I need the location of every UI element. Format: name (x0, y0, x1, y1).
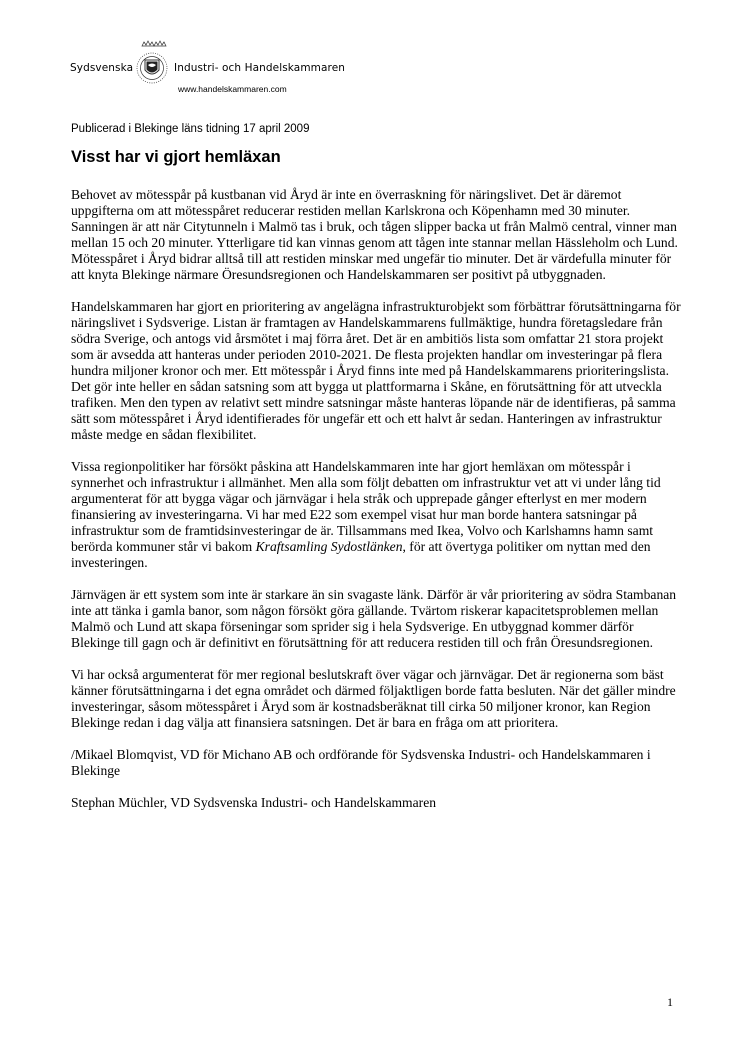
signature-line: Stephan Müchler, VD Sydsvenska Industri- och Handelskammaren (71, 795, 437, 810)
paragraph: Vi har också argumenterat för mer regional beslutskraft över vägar och järnvägar. Det är regionerna som bäst känner förutsättningarna i det egna området och därmed följaktligen borde fatta besluten. När det gäller mindre investeringar, såsom mötesspåret i Åryd som är kostnadsberäknat till cirka 50 miljoner kronor, kan Region Blekinge redan i dag välja att finansiera satsningen. Det är bara en fråga om att prioritera. (71, 667, 676, 730)
paragraph: Järnvägen är ett system som inte är starkare än sin svagaste länk. Därför är vår prioritering av södra Stambanan inte att tänka i gamla banor, som någon försökt göra gällande. Tvärtom riskerar kapacitetsproblemen mellan Malmö och Lund att skapa förseningar som sprider sig i hela Sydsverige. En utbyggnad kommer därför Blekinge till gagn och är definitivt en förutsättning för att reducera restiden till och från Öresundsregionen. (71, 587, 677, 650)
campaign-name: Kraftsamling Sydostlänken (255, 539, 403, 554)
chamber-seal-icon (133, 40, 171, 88)
letterhead (70, 40, 360, 100)
website-url: www.handelskammaren.com (178, 84, 287, 94)
article-body (71, 187, 683, 827)
paragraph (71, 459, 683, 571)
signature-line: /Mikael Blomqvist, VD för Michano AB och ordförande för Sydsvenska Industri- och Handelskammaren i Blekinge (71, 747, 651, 778)
paragraph-text: , för att övertyga politiker om nyttan med den investeringen. (71, 539, 651, 570)
page-number: 1 (667, 995, 673, 1009)
paragraph-text: Vissa regionpolitiker har försökt påskina att Handelskammaren inte har gjort hemläxan om mötesspår i synnerhet och infrastruktur i allmänhet. Men alla som följt debatten om infrastruktur vet att vi under lång tid argumenterat för att bygga vägar och järnvägar i hela stråk och upprepade gånger efterlyst en mer modern finansiering av investeringarna. Vi har med E22 som exempel visat hur man borde hantera satsningar på infrastruktur som de framtidsinvesteringar de är. Tillsammans med Ikea, Volvo och Karlshamns hamn samt berörda kommuner står vi bakom (71, 459, 661, 554)
publication-line: Publicerad i Blekinge läns tidning 17 april 2009 (71, 123, 310, 135)
paragraph: Behovet av mötesspår på kustbanan vid Åryd är inte en överraskning för näringslivet. Det är däremot uppgifterna om att mötesspåret reducerar restiden mellan Karlskrona och Köpenhamn med 30 minuter. Sanningen är att när Citytunneln i Malmö tas i bruk, och tågen slipper backa ut från Malmö central, vinner man mellan 15 och 20 minuter. Ytterligare tid kan vinnas genom att tågen inte stannar mellan Hässleholm och Lund. Mötesspåret i Åryd bidrar alltså till att restiden minskar med ungefär tio minuter. Det är värdefulla minuter för att knyta Blekinge närmare Öresundsregionen och Handelskammaren ser positivt på utbyggnaden. (71, 187, 678, 282)
paragraph: Handelskammaren har gjort en prioritering av angelägna infrastrukturobjekt som förbättrar förutsättningarna för näringslivet i Sydsverige. Listan är framtagen av Handelskammarens fullmäktige, hundra företagsledare från södra Sverige, och antogs vid årsmötet i maj förra året. Det är en ambitiös lista som omfattar 21 stora projekt som är avsedda att hanteras under perioden 2010-2021. De flesta projekten handlar om investeringar på flera hundra miljoner kronor och mer. Ett mötesspår i Åryd finns inte med på Handelskammarens prioriteringslista. Det gör inte heller en sådan satsning som att bygga ut plattformarna i Skåne, en förutsättning för att utveckla trafiken. Men den typen av relativt sett mindre satsningar måste hanteras löpande när de identifieras, på samma sätt som mötesspåret i Åryd identifierades för ungefär ett och ett halvt år sedan. Hanteringen av infrastruktur måste medge en sådan flexibilitet. (71, 299, 681, 442)
org-name-right: Industri- och Handelskammaren (174, 62, 346, 74)
page-title: Visst har vi gjort hemläxan (71, 148, 281, 166)
org-name-left: Sydsvenska (70, 62, 134, 74)
